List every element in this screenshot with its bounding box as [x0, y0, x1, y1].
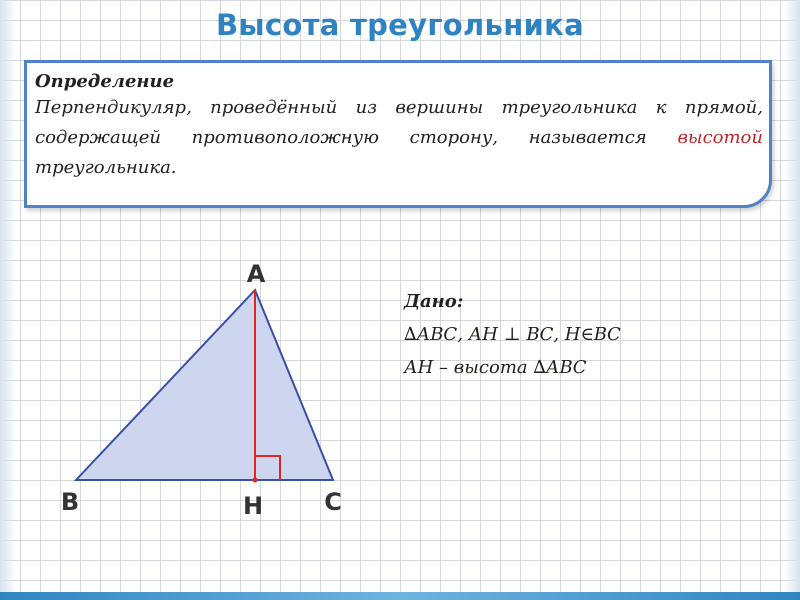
given-line-1: ∆АВС, АН ⊥ ВС, Н∈ВС [404, 324, 621, 345]
given-heading: Дано: [404, 291, 464, 312]
definition-text-end: треугольника. [35, 157, 177, 178]
vertex-b-label: В [60, 488, 80, 516]
vertex-a-label: А [246, 260, 266, 288]
slide-title: Высота треугольника [215, 8, 585, 42]
foot-h-label: Н [242, 492, 264, 520]
definition-highlight: высотой [677, 127, 763, 148]
definition-heading: Определение [35, 71, 175, 92]
triangle-abc [76, 290, 333, 480]
vertex-c-label: С [324, 488, 342, 516]
given-block [404, 285, 621, 384]
given-line-2: АН – высота ∆АВС [404, 357, 587, 378]
foot-point-h [253, 478, 258, 483]
definition-text-start: Перпендикуляр, проведённый из вершины треугольника к прямой, содержащей противоположную сторону, называется [35, 97, 763, 148]
